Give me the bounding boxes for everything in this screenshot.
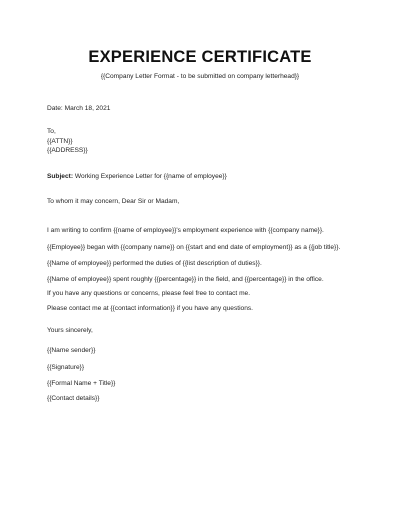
sender-formal-name-title: {{Formal Name + Title}} bbox=[47, 380, 116, 387]
sender-signature: {{Signature}} bbox=[47, 364, 85, 371]
subject-label: Subject: bbox=[47, 173, 74, 180]
body-paragraph: Please contact me at {{contact information}} if you have any questions. bbox=[47, 305, 253, 312]
sender-name: {{Name sender}} bbox=[47, 347, 96, 354]
body-paragraph: {{Name of employee}} performed the duties of {{list description of duties}}. bbox=[47, 260, 262, 267]
salutation: To whom it may concern, Dear Sir or Madam, bbox=[47, 198, 180, 205]
body-paragraph: If you have any questions or concerns, please feel free to contact me. bbox=[47, 290, 251, 297]
certificate-title: EXPERIENCE CERTIFICATE bbox=[88, 48, 312, 66]
recipient-address: {{ADDRESS}} bbox=[47, 147, 88, 154]
letter-date: Date: March 18, 2021 bbox=[47, 105, 111, 112]
recipient-to-label: To, bbox=[47, 128, 56, 135]
closing: Yours sincerely, bbox=[47, 327, 93, 334]
letterhead-note: {{Company Letter Format - to be submitted on company letterhead}} bbox=[100, 73, 300, 80]
body-paragraph: I am writing to confirm {{name of employee}}'s employment experience with {{company name}}. bbox=[47, 227, 324, 234]
body-paragraph: {{Name of employee}} spent roughly {{percentage}} in the field, and {{percentage}} in the office. bbox=[47, 276, 324, 283]
subject-line bbox=[47, 172, 227, 181]
sender-contact-details: {{Contact details}} bbox=[47, 395, 100, 402]
recipient-attn: {{ATTN}} bbox=[47, 138, 73, 145]
body-paragraph: {{Employee}} began with {{company name}} on {{start and end date of employment}} as a {{job title}}. bbox=[47, 244, 341, 251]
subject-text: Working Experience Letter for {{name of employee}} bbox=[73, 173, 227, 180]
